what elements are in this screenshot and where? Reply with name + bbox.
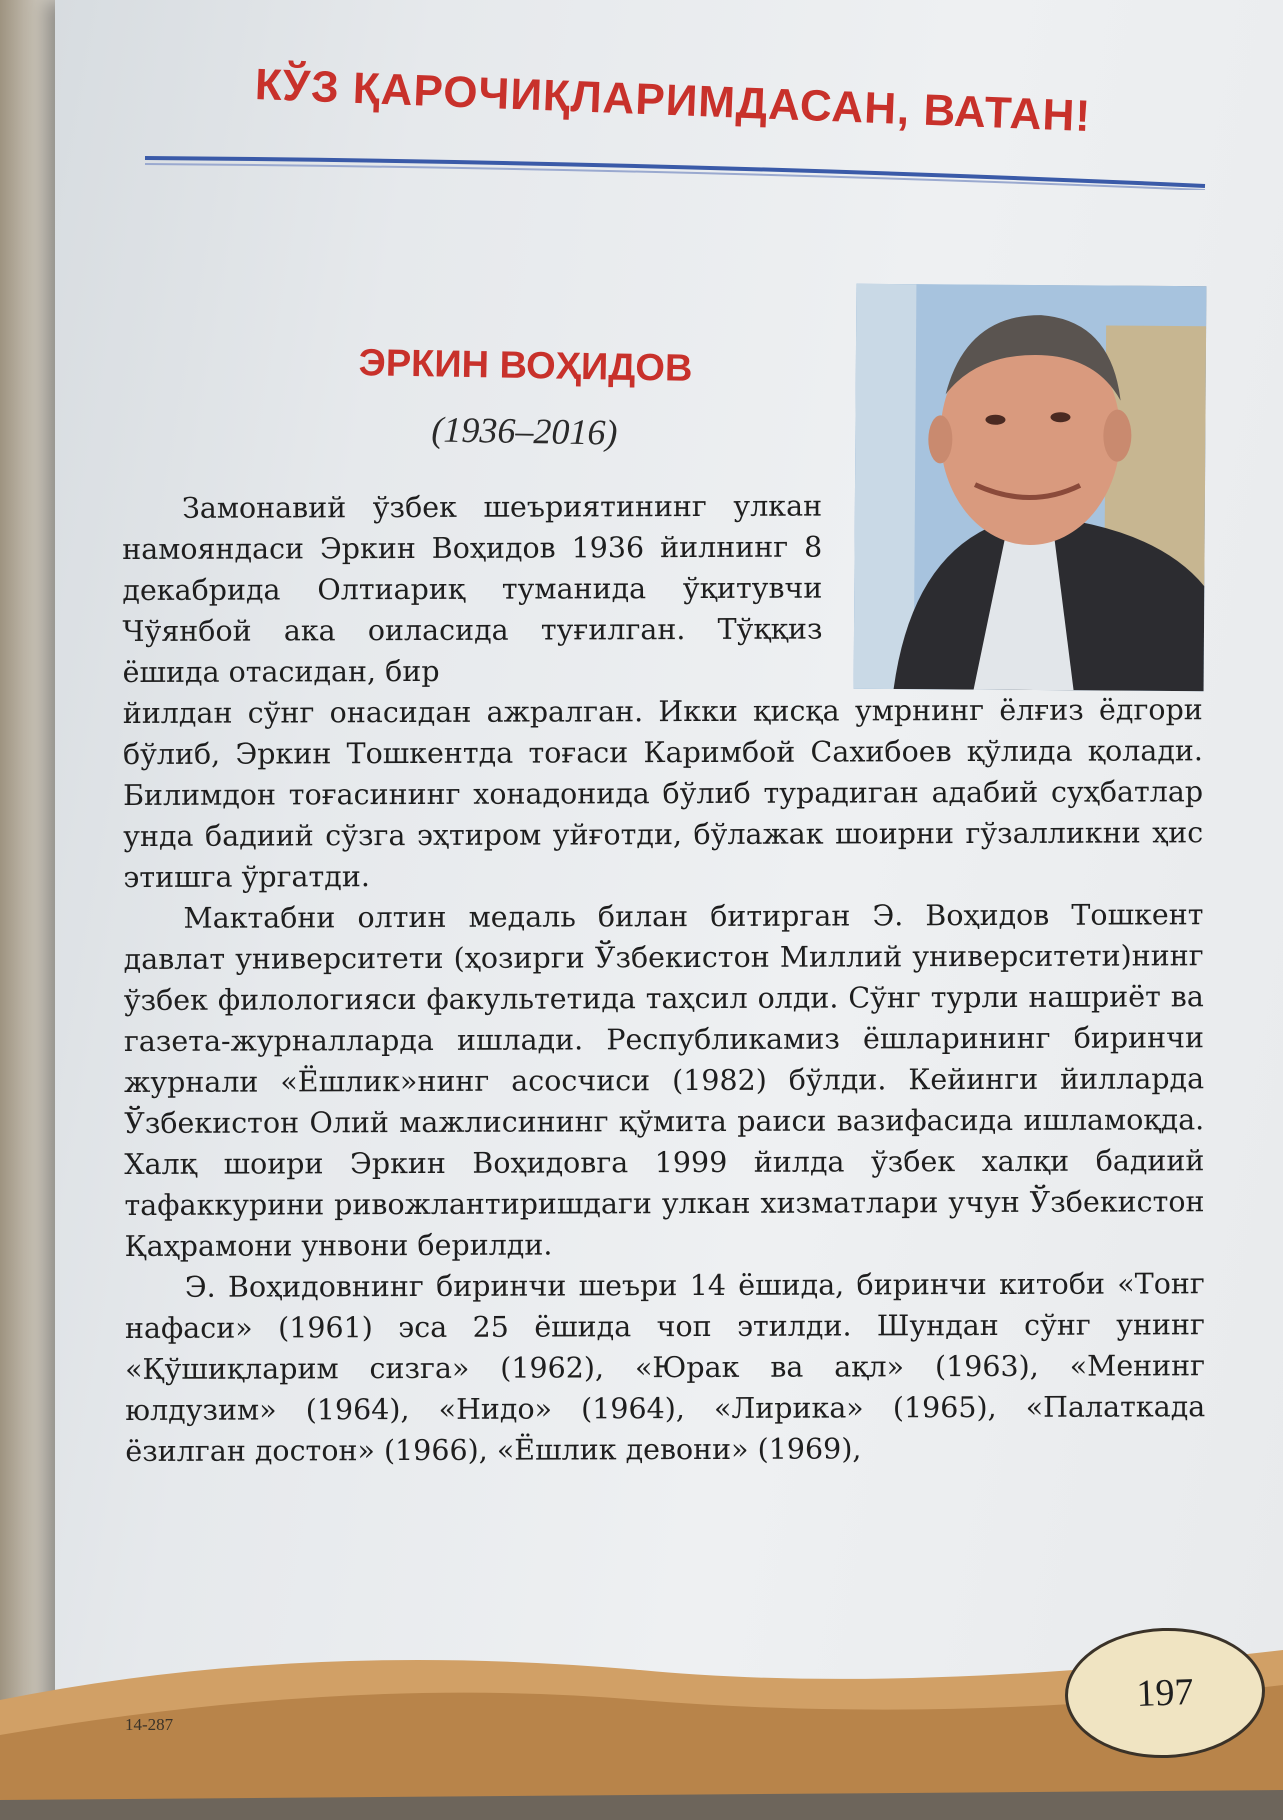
- page-number: 197: [1135, 1671, 1195, 1715]
- paragraph-1-continuation: йилдан сўнг онасидан ажралган. Икки қисқа умрнинг ёлғиз ёдгори бўлиб, Эркин Тошкентда тоғаси Каримбой Сахибоев қўлида қолади. Билимдон тоғасининг хонадонида бўлиб турадиган адабий суҳбатлар унда бадиий сўзга эҳтиром уйғотди, бўлажак шоирни гўзалликни ҳис этишга ўргатди.: [122, 693, 1204, 894]
- article-body: [122, 484, 1205, 1472]
- author-name: ЭРКИН ВОҲИДОВ: [358, 342, 693, 390]
- paragraph-1-beside-photo: Замонавий ўзбек шеъриятининг улкан намояндаси Эркин Воҳидов 1936 йилнинг 8 декабрида Олтиариқ туманида ўқитувчи Чўянбой ака оиласида туғилган. Тўққиз ёшида отасидан, бир: [122, 489, 823, 689]
- previous-page-edge: [0, 0, 60, 1820]
- chapter-title: КЎЗ ҚАРОЧИҚЛАРИМДАСАН, ВАТАН!: [254, 60, 1092, 142]
- author-years: (1936–2016): [431, 409, 618, 453]
- title-underline: [135, 150, 1215, 190]
- paragraph-3: Э. Воҳидовнинг биринчи шеъри 14 ёшида, биринчи китоби «Тонг нафаси» (1961) эса 25 ёшида чоп этилди. Шундан сўнг унинг «Қўшиқларим сизга» (1962), «Юрак ва ақл» (1963), «Менинг юлдузим» (1964), «Нидо» (1964), «Лирика» (1965), «Палаткада ёзилган достон» (1966), «Ёшлик девони» (1969),: [124, 1267, 1206, 1468]
- paragraph-2: Мактабни олтин медаль билан битирган Э. Воҳидов Тошкент давлат университети (ҳозирги Ўзбекистон Миллий университети)нинг ўзбек филологияси факультетида таҳсил олди. Сўнг турли нашриёт ва газета-журналларда ишлади. Республикамиз ёшларининг биринчи журнали «Ёшлик»нинг асосчиси (1982) бўлди. Кейинги йилларда Ўзбекистон Олий мажлисининг қўмита раиси вазифасида ишламоқда. Халқ шоири Эркин Воҳидовга 1999 йилда ўзбек халқи бадиий тафаккурини ривожлантиришдаги улкан хизматлари учун Ўзбекистон Қаҳрамони унвони берилди.: [123, 898, 1205, 1263]
- print-code: 14-287: [125, 1715, 174, 1734]
- author-heading: [294, 341, 756, 456]
